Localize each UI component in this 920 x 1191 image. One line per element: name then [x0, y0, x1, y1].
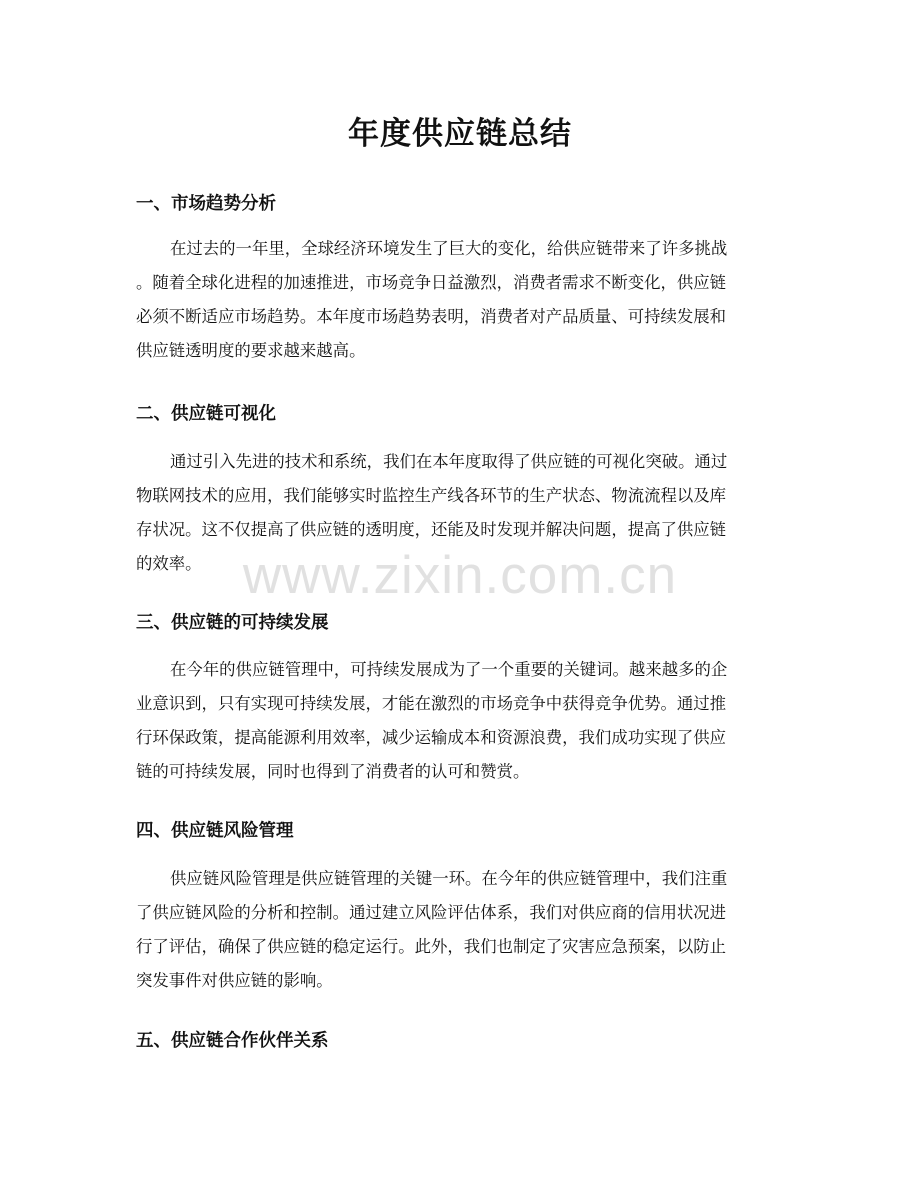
watermark: www.zixin.com.cn: [242, 546, 678, 605]
paragraph-line: 供应链风险管理是供应链管理的关键一环。在今年的供应链管理中，我们注重: [170, 869, 728, 888]
section-heading-visualization: 二、供应链可视化: [136, 404, 276, 424]
paragraph-line: 必须不断适应市场趋势。本年度市场趋势表明，消费者对产品质量、可持续发展和: [136, 307, 727, 326]
section-paragraph-sustainability: [136, 653, 788, 789]
document-title: 年度供应链总结: [348, 116, 572, 152]
paragraph-line: 的效率。: [136, 554, 202, 573]
paragraph-line: 在今年的供应链管理中，可持续发展成为了一个重要的关键词。越来越多的企: [170, 660, 728, 679]
paragraph-line: 了供应链风险的分析和控制。通过建立风险评估体系，我们对供应商的信用状况进: [136, 903, 727, 922]
paragraph-line: 存状况。这不仅提高了供应链的透明度，还能及时发现并解决问题，提高了供应链: [136, 520, 727, 539]
paragraph-line: 。随着全球化进程的加速推进，市场竞争日益激烈，消费者需求不断变化，供应链: [136, 273, 727, 292]
paragraph-line: 行环保政策，提高能源利用效率，减少运输成本和资源浪费，我们成功实现了供应: [136, 728, 727, 747]
paragraph-line: 在过去的一年里，全球经济环境发生了巨大的变化，给供应链带来了许多挑战: [170, 239, 728, 258]
section-heading-risk-management: 四、供应链风险管理: [136, 821, 294, 841]
paragraph-line: 供应链透明度的要求越来越高。: [136, 341, 366, 360]
section-paragraph-visualization: [136, 445, 788, 581]
paragraph-line: 链的可持续发展，同时也得到了消费者的认可和赞赏。: [136, 762, 530, 781]
paragraph-line: 突发事件对供应链的影响。: [136, 971, 333, 990]
section-paragraph-market-trends: [136, 232, 788, 368]
section-heading-market-trends: 一、市场趋势分析: [136, 194, 276, 214]
section-paragraph-risk-management: [136, 862, 788, 998]
paragraph-line: 行了评估，确保了供应链的稳定运行。此外，我们也制定了灾害应急预案，以防止: [136, 937, 727, 956]
paragraph-line: 业意识到，只有实现可持续发展，才能在激烈的市场竞争中获得竞争优势。通过推: [136, 694, 727, 713]
section-heading-partnerships: 五、供应链合作伙伴关系: [136, 1031, 329, 1051]
section-heading-sustainability: 三、供应链的可持续发展: [136, 613, 329, 633]
paragraph-line: 通过引入先进的技术和系统，我们在本年度取得了供应链的可视化突破。通过: [170, 452, 728, 471]
paragraph-line: 物联网技术的应用，我们能够实时监控生产线各环节的生产状态、物流流程以及库: [136, 486, 727, 505]
